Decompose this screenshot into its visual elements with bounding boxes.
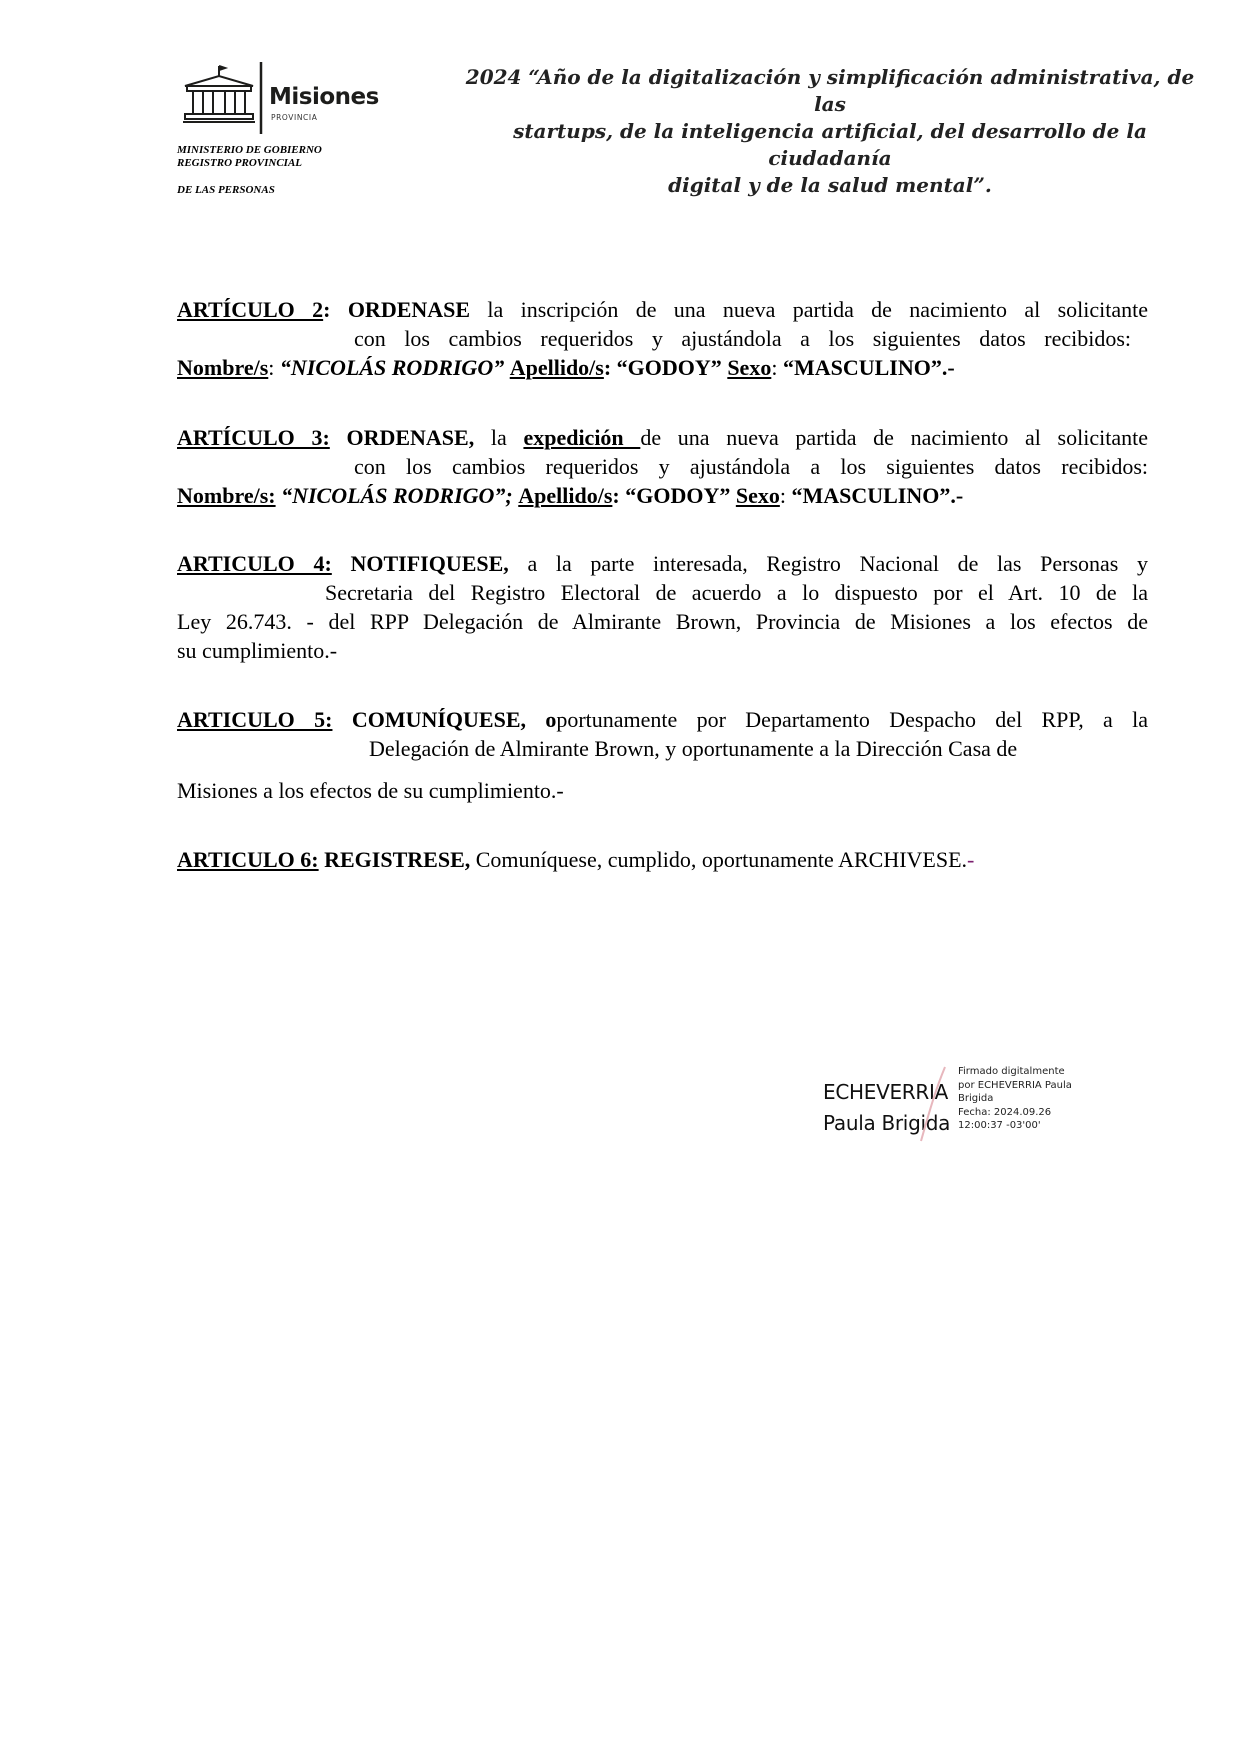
article-text: portunamente por Departamento Despacho del RPP, a la [556, 707, 1149, 732]
article-text: con los cambios requeridos y ajustándola a los siguientes datos recibidos: [354, 454, 1148, 479]
article-label: ARTÍCULO 2 [177, 297, 324, 322]
article-4-line [325, 578, 1148, 607]
article-3-line [354, 452, 1148, 481]
sexo-label: Sexo [727, 355, 772, 380]
sexo-sep: : [771, 355, 783, 380]
signer-surname: ECHEVERRIA [823, 1080, 948, 1104]
article-text: Ley 26.743. - del RPP Delegación de Almirante Brown, Provincia de Misiones a los efectos de [177, 609, 1148, 634]
article-text: Misiones a los efectos de su cumplimiento.- [177, 778, 564, 803]
article-text: de una nueva partida de nacimiento al solicitante [640, 425, 1148, 450]
article-verb: REGISTRESE, [324, 847, 471, 872]
article-verb: ORDENASE, [346, 425, 475, 450]
signature-meta-line: Brigida [958, 1093, 994, 1104]
ministry-line: REGISTRO PROVINCIAL [177, 157, 303, 169]
logo-wordmark: Misiones [269, 84, 379, 110]
article-text: con los cambios requeridos y ajustándola a los siguientes datos recibidos: [354, 326, 1131, 351]
signature-stroke-icon [915, 1063, 955, 1143]
apellido-value: : “GODOY” [612, 483, 736, 508]
motto-line: startups, de la inteligencia artificial, del desarrollo de la ciudadanía [513, 119, 1147, 170]
article-text: la inscripción de una nueva partida de nacimiento al solicitante [470, 297, 1148, 322]
sexo-value: “MASCULINO”.- [782, 355, 955, 380]
article-text: Delegación de Almirante Brown, y oportunamente a la Dirección Casa de [369, 736, 1018, 761]
article-4-line [177, 549, 1148, 578]
article-verb: NOTIFIQUESE, [350, 551, 509, 576]
article-text: la [474, 425, 524, 450]
article-verb: ORDENASE [347, 297, 471, 322]
article-5-line [177, 776, 1148, 805]
article-2-data-line [177, 353, 1148, 382]
apellido-value: : “GODOY” [603, 355, 728, 380]
signer-given-name: Paula Brigida [823, 1111, 951, 1135]
motto-line: 2024 “Año de la digitalización y simplificación administrativa, de las [465, 65, 1195, 116]
article-2-line [177, 295, 1148, 324]
article-text: Secretaria del Registro Electoral de acuerdo a lo dispuesto por el Art. 10 de la [325, 580, 1148, 605]
article-colon: : [323, 297, 331, 322]
article-label: ARTICULO 6: [177, 847, 319, 872]
signature-meta-line: 12:00:37 -03'00' [958, 1120, 1041, 1131]
expedicion-word: expedición [523, 425, 641, 450]
ministry-line: MINISTERIO DE GOBIERNO [177, 144, 322, 156]
signature-meta-line: Fecha: 2024.09.26 [958, 1106, 1052, 1118]
article-label: ARTÍCULO 3: [177, 425, 330, 450]
article-label: ARTICULO 5: [177, 707, 333, 732]
ministry-line: DE LAS PERSONAS [177, 184, 275, 196]
signature-meta-line: Firmado digitalmente [958, 1066, 1065, 1077]
signature-meta-line: por ECHEVERRIA Paula [958, 1079, 1072, 1091]
nombre-sep: : [268, 355, 280, 380]
article-label: ARTICULO 4: [177, 551, 332, 576]
motto-line: digital y de la salud mental”. [668, 173, 992, 197]
sexo-sep: : [779, 483, 792, 508]
resolution-body [177, 0, 1148, 1755]
nombre-value: “NICOLÁS RODRIGO” [279, 355, 505, 380]
article-text: Comuníquese, cumplido, oportunamente ARCHIVESE. [470, 847, 968, 872]
nombre-label: Nombre/s: [177, 483, 276, 508]
article-text: su cumplimiento.- [177, 638, 338, 663]
signature-metadata [958, 1065, 1072, 1133]
logo-subtitle: PROVINCIA [271, 113, 318, 122]
sexo-value: “MASCULINO”.- [791, 483, 964, 508]
article-4-line [177, 636, 1148, 665]
article-5-line [369, 734, 1148, 763]
article-6-line [177, 845, 1148, 874]
apellido-label: Apellido/s [518, 483, 613, 508]
apellido-label: Apellido/s [509, 355, 604, 380]
nombre-label: Nombre/s [177, 355, 269, 380]
nombre-value: “NICOLÁS RODRIGO”; [275, 483, 519, 508]
digital-signature [823, 1063, 1083, 1143]
article-3-line [177, 423, 1148, 452]
sexo-label: Sexo [735, 483, 780, 508]
article-2-line [354, 324, 1131, 353]
article-5-line [177, 705, 1148, 734]
article-4-line [177, 607, 1148, 636]
article-verb: COMUNÍQUESE, o [351, 707, 557, 732]
article-tail: - [967, 847, 975, 872]
article-3-data-line [177, 481, 1148, 510]
article-text: a la parte interesada, Registro Nacional de las Personas y [508, 551, 1149, 576]
